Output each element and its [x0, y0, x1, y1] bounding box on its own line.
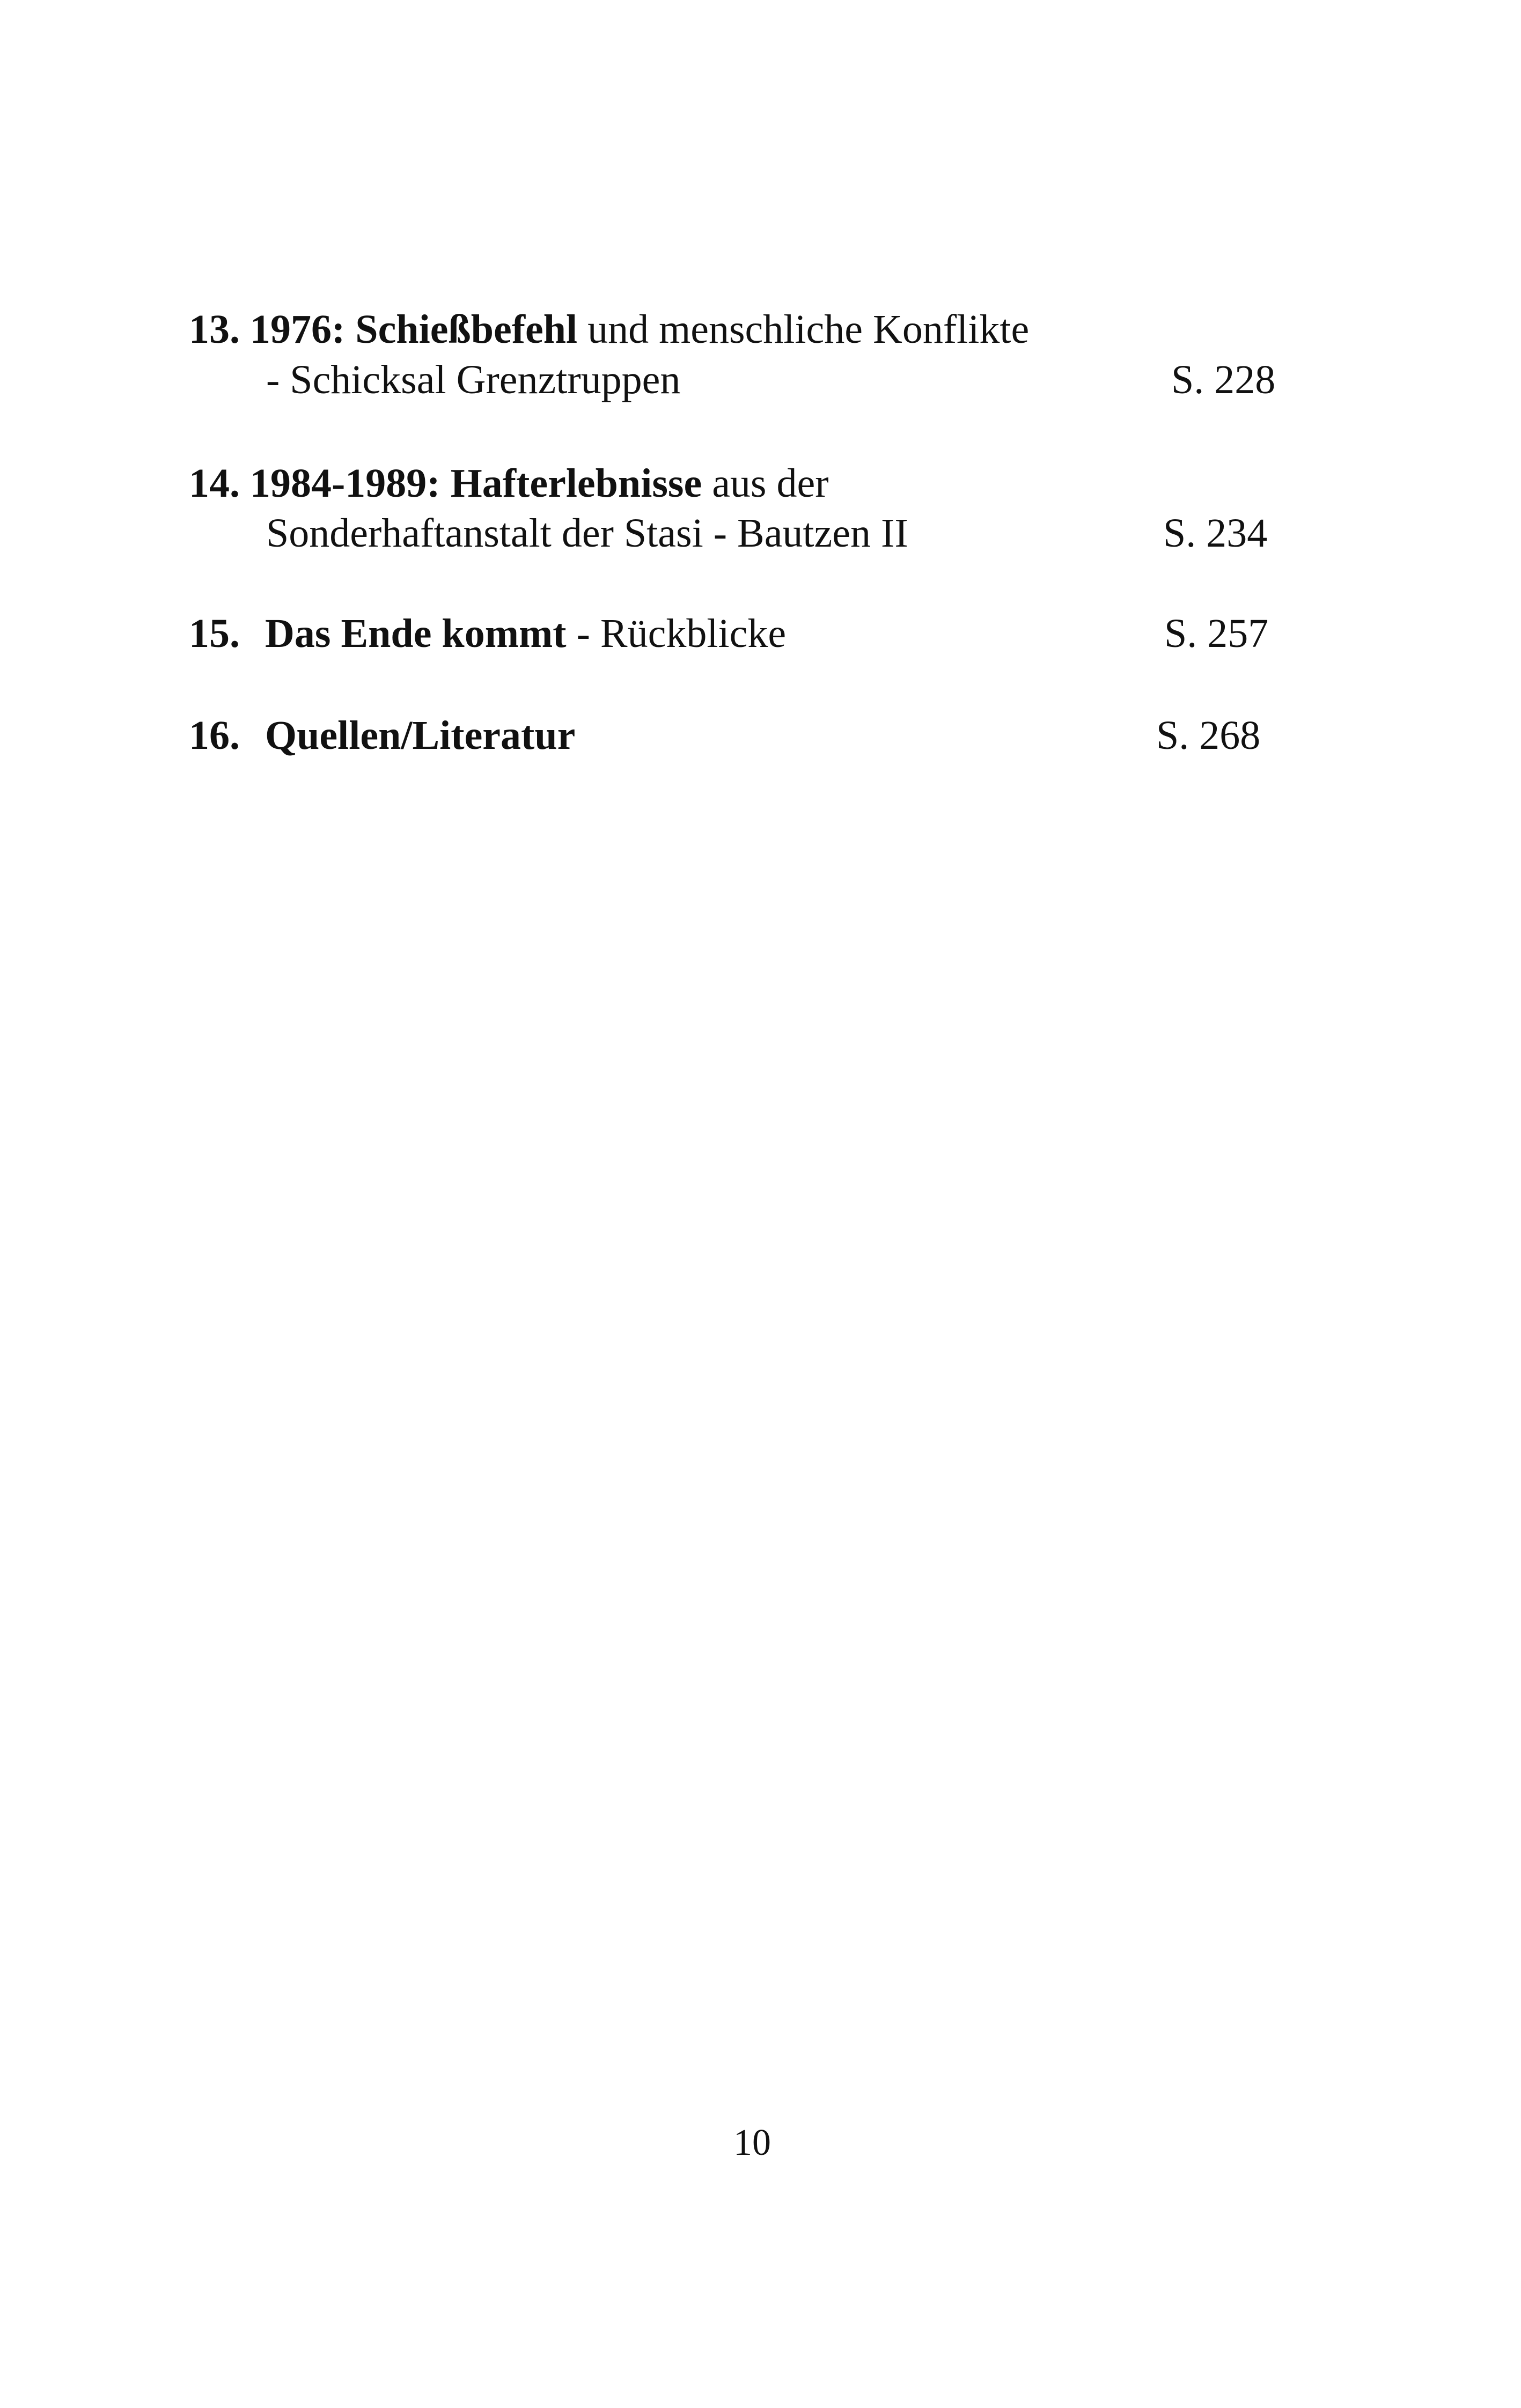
toc-entry-14-subtitle: Sonderhaftanstalt der Stasi - Bautzen II — [266, 511, 908, 556]
toc-entry-number: 15. — [189, 611, 240, 656]
toc-entry-bold-title: Quellen/Literatur — [265, 713, 576, 758]
toc-entry-title-rest: - Rückblicke — [566, 611, 787, 656]
toc-entry-bold-title: 1976: Schießbefehl — [250, 307, 578, 352]
toc-entry-number: 13. — [189, 307, 240, 352]
toc-entry-13-page: S. 228 — [1171, 357, 1276, 402]
toc-entry-15-page: S. 257 — [1164, 611, 1269, 656]
toc-entry-14-page: S. 234 — [1163, 511, 1268, 556]
toc-entry-bold-title: Das Ende kommt — [265, 611, 567, 656]
toc-entry-title-rest: aus der — [702, 461, 829, 506]
toc-entry-13-title — [189, 304, 1029, 355]
toc-entry-number: 16. — [189, 713, 240, 758]
toc-entry-16-title — [189, 710, 575, 761]
toc-entry-title-rest: und menschliche Konflikte — [577, 307, 1030, 352]
toc-entry-13-subtitle: - Schicksal Grenztruppen — [266, 357, 681, 402]
toc-entry-number: 14. — [189, 461, 240, 506]
toc-entry-15-title — [189, 608, 786, 659]
toc-entry-bold-title: 1984-1989: Hafterlebnisse — [250, 461, 702, 506]
toc-entry-16-page: S. 268 — [1156, 713, 1261, 758]
toc-entry-14-title — [189, 458, 829, 509]
page-number: 10 — [733, 2122, 771, 2163]
